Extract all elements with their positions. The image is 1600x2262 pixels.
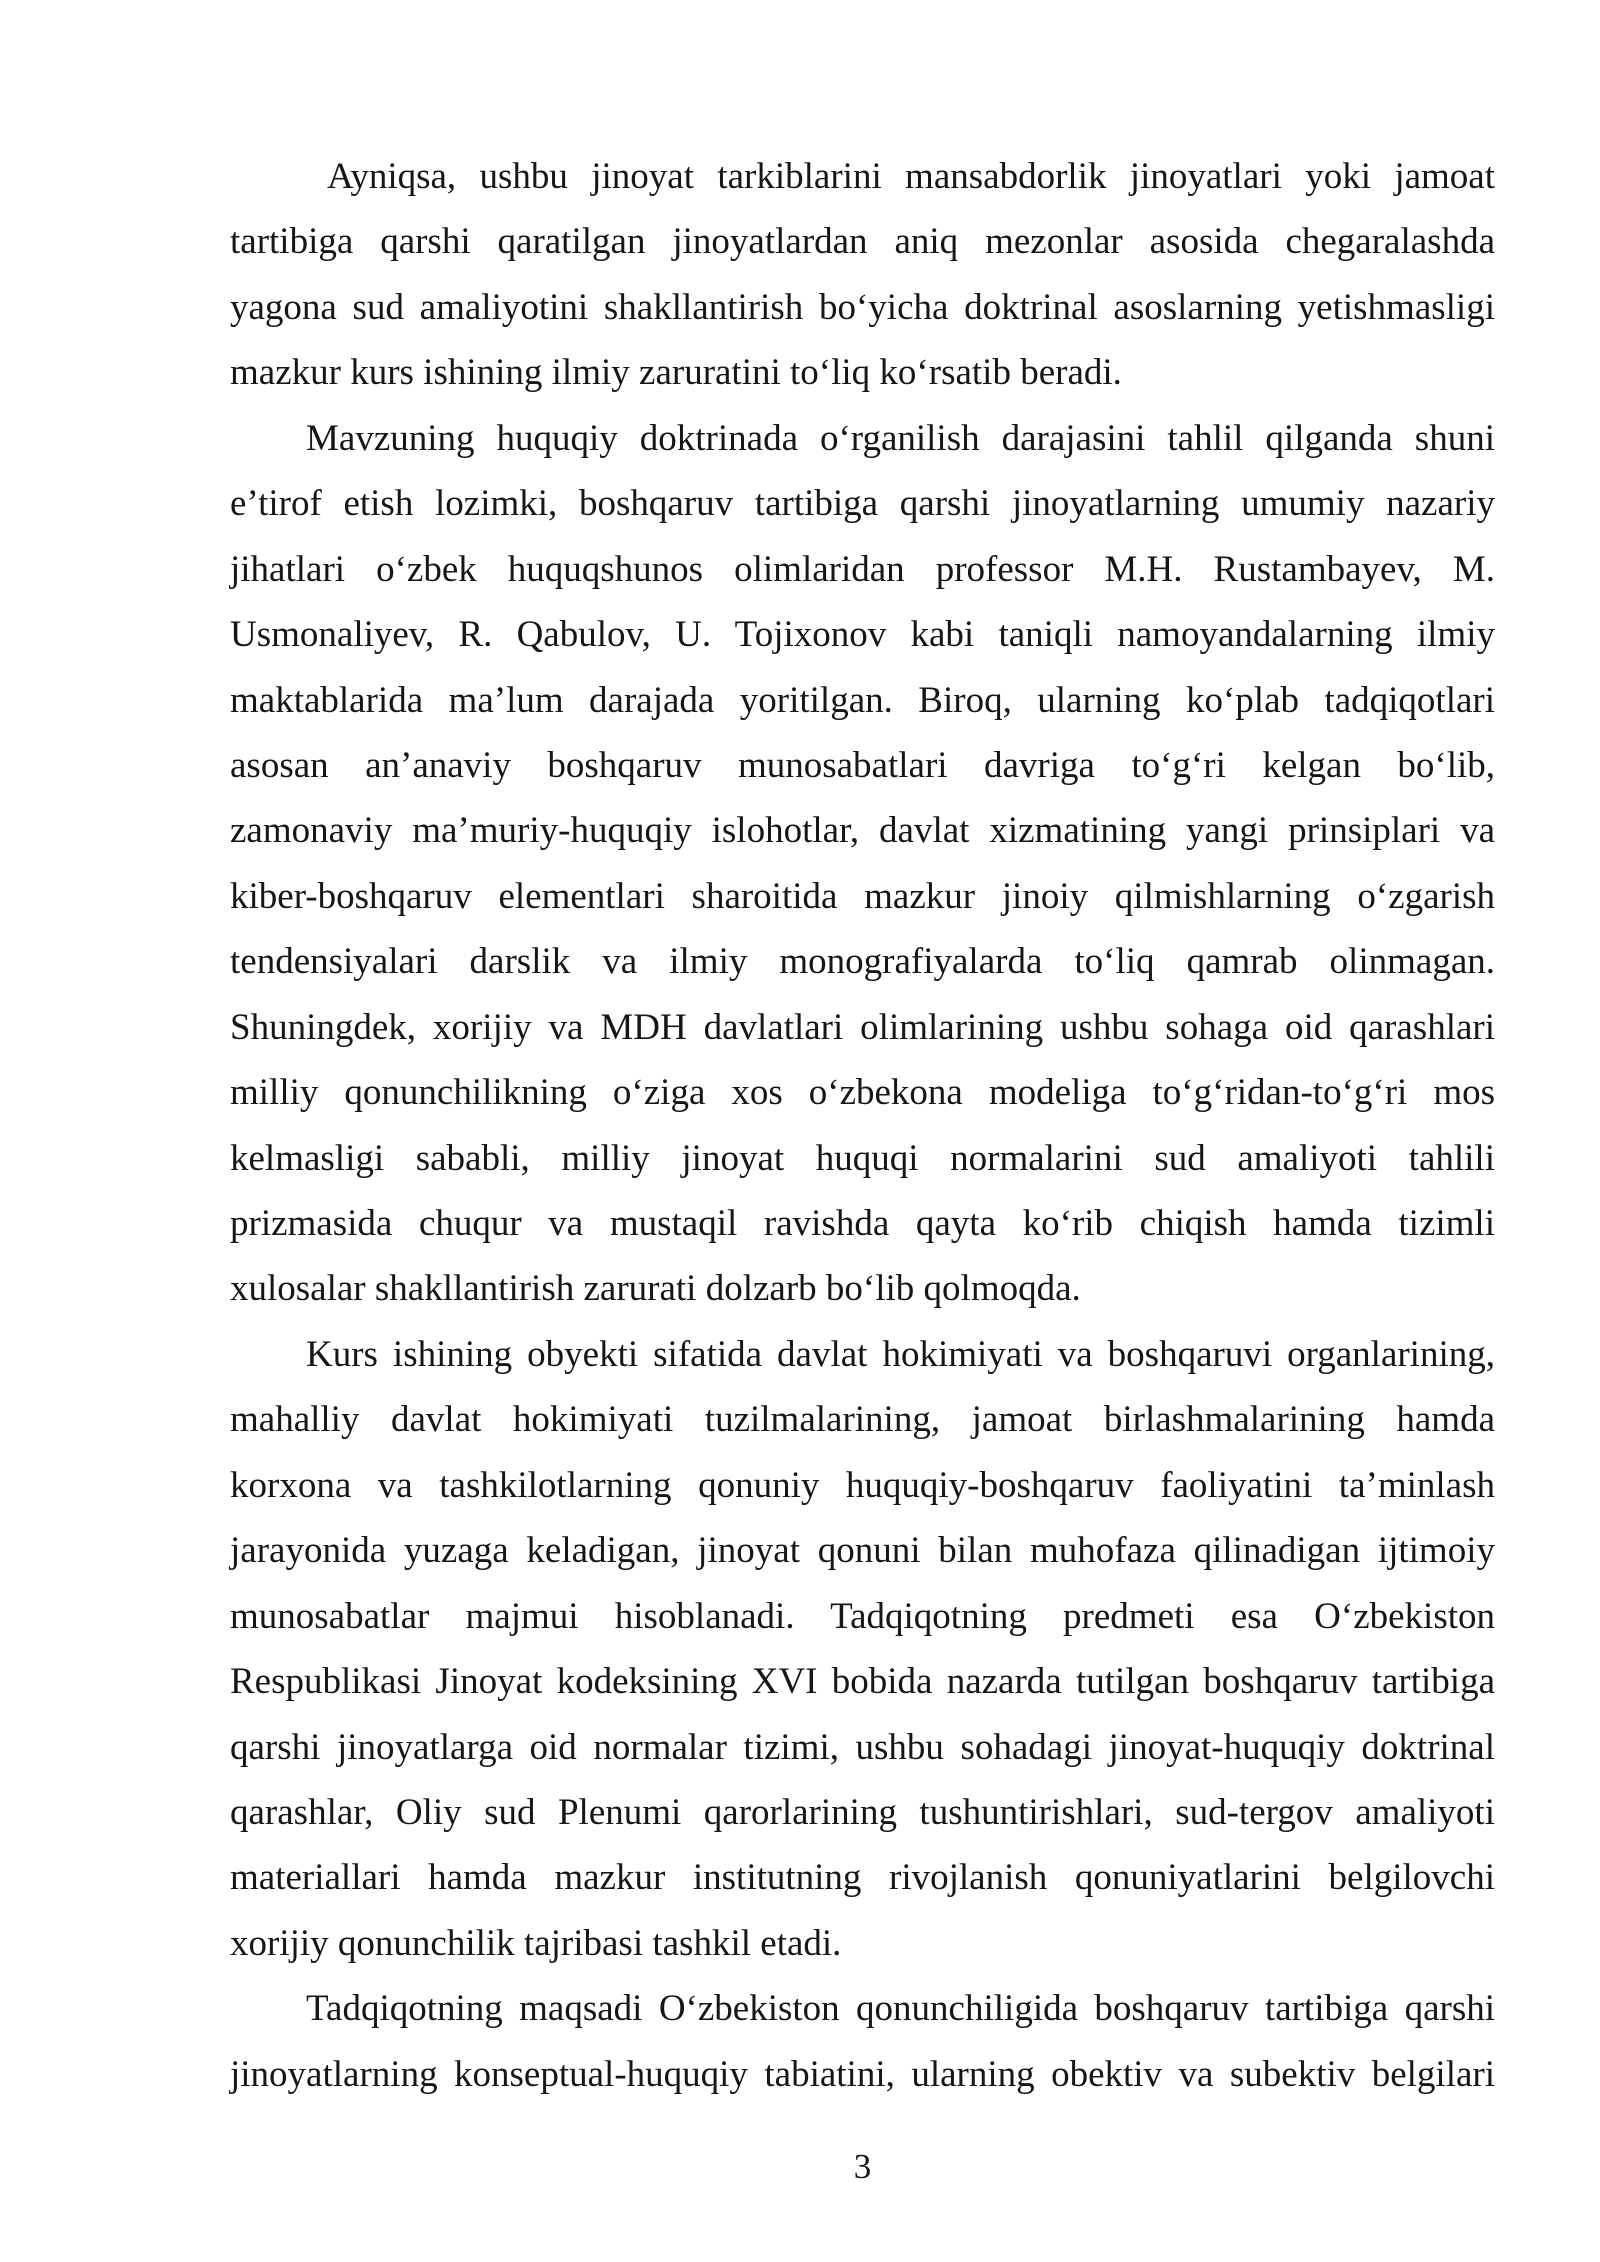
text-line: qarshi jinoyatlarga oid normalar tizimi, ushbu sohadagi jinoyat-huquqiy doktrinal: [230, 1726, 1495, 1768]
paragraph-4: [230, 1976, 1495, 2107]
paragraph-2: [230, 406, 1495, 1322]
text-line: kelmasligi sababli, milliy jinoyat huquqi normalarini sud amaliyoti tahlili: [230, 1137, 1495, 1179]
paragraph-3: [230, 1322, 1495, 1976]
text-line: yagona sud amaliyotini shakllantirish bo‘yicha doktrinal asoslarning yetishmasligi: [230, 286, 1495, 328]
text-line: Kurs ishining obyekti sifatida davlat hokimiyati va boshqaruvi organlarining,: [306, 1333, 1495, 1375]
text-line: Ayniqsa, ushbu jinoyat tarkiblarini mansabdorlik jinoyatlari yoki jamoat: [327, 156, 1495, 197]
body-text: [230, 144, 1495, 2107]
text-line: jinoyatlarning konseptual-huquqiy tabiatini, ularning obektiv va subektiv belgilari: [230, 2053, 1495, 2095]
text-line: Shuningdek, xorijiy va MDH davlatlari olimlarining ushbu sohaga oid qarashlari: [230, 1006, 1495, 1048]
text-line: jihatlari o‘zbek huquqshunos olimlaridan professor M.H. Rustambayev, M.: [230, 548, 1495, 590]
text-line: Respublikasi Jinoyat kodeksining XVI bobida nazarda tutilgan boshqaruv tartibiga: [230, 1661, 1495, 1703]
text-line: tartibiga qarshi qaratilgan jinoyatlardan aniq mezonlar asosida chegaralashda: [230, 221, 1495, 263]
text-line: korxona va tashkilotlarning qonuniy huquqiy-boshqaruv faoliyatini ta’minlash: [230, 1464, 1495, 1506]
text-line: asosan an’anaviy boshqaruv munosabatlari davriga to‘g‘ri kelgan bo‘lib,: [230, 744, 1495, 786]
text-line: tendensiyalari darslik va ilmiy monografiyalarda to‘liq qamrab olinmagan.: [230, 941, 1495, 983]
paragraph-1: [230, 144, 1495, 406]
text-line: xorijiy qonunchilik tajribasi tashkil etadi.: [230, 1922, 842, 1964]
text-line: zamonaviy ma’muriy-huquqiy islohotlar, davlat xizmatining yangi prinsiplari va: [230, 810, 1495, 852]
text-line: kiber-boshqaruv elementlari sharoitida mazkur jinoiy qilmishlarning o‘zgarish: [230, 875, 1495, 917]
text-line: mahalliy davlat hokimiyati tuzilmalarining, jamoat birlashmalarining hamda: [230, 1399, 1495, 1441]
text-line: Tadqiqotning maqsadi O‘zbekiston qonunchiligida boshqaruv tartibiga qarshi: [306, 1988, 1495, 2030]
text-line: Usmonaliyev, R. Qabulov, U. Tojixonov kabi taniqli namoyandalarning ilmiy: [230, 614, 1495, 656]
text-line: qarashlar, Oliy sud Plenumi qarorlarining tushuntirishlari, sud-tergov amaliyoti: [230, 1791, 1495, 1833]
page-number: 3: [853, 2147, 872, 2186]
text-line: maktablarida ma’lum darajada yoritilgan. Biroq, ularning ko‘plab tadqiqotlari: [230, 679, 1495, 721]
text-line: milliy qonunchilikning o‘ziga xos o‘zbekona modeliga to‘g‘ridan-to‘g‘ri mos: [230, 1072, 1495, 1114]
text-line: munosabatlar majmui hisoblanadi. Tadqiqotning predmeti esa O‘zbekiston: [230, 1595, 1495, 1637]
text-line: Mavzuning huquqiy doktrinada o‘rganilish darajasini tahlil qilganda shuni: [306, 417, 1495, 459]
text-line: materiallari hamda mazkur institutning rivojlanish qonuniyatlarini belgilovchi: [230, 1857, 1495, 1899]
text-line: mazkur kurs ishining ilmiy zaruratini to‘liq ko‘rsatib beradi.: [230, 352, 1122, 394]
text-line: prizmasida chuqur va mustaqil ravishda qayta ko‘rib chiqish hamda tizimli: [230, 1203, 1495, 1244]
text-line: xulosalar shakllantirish zarurati dolzarb bo‘lib qolmoqda.: [230, 1268, 1081, 1310]
text-line: e’tirof etish lozimki, boshqaruv tartibiga qarshi jinoyatlarning umumiy nazariy: [230, 483, 1495, 525]
text-line: jarayonida yuzaga keladigan, jinoyat qonuni bilan muhofaza qilinadigan ijtimoiy: [230, 1530, 1495, 1572]
